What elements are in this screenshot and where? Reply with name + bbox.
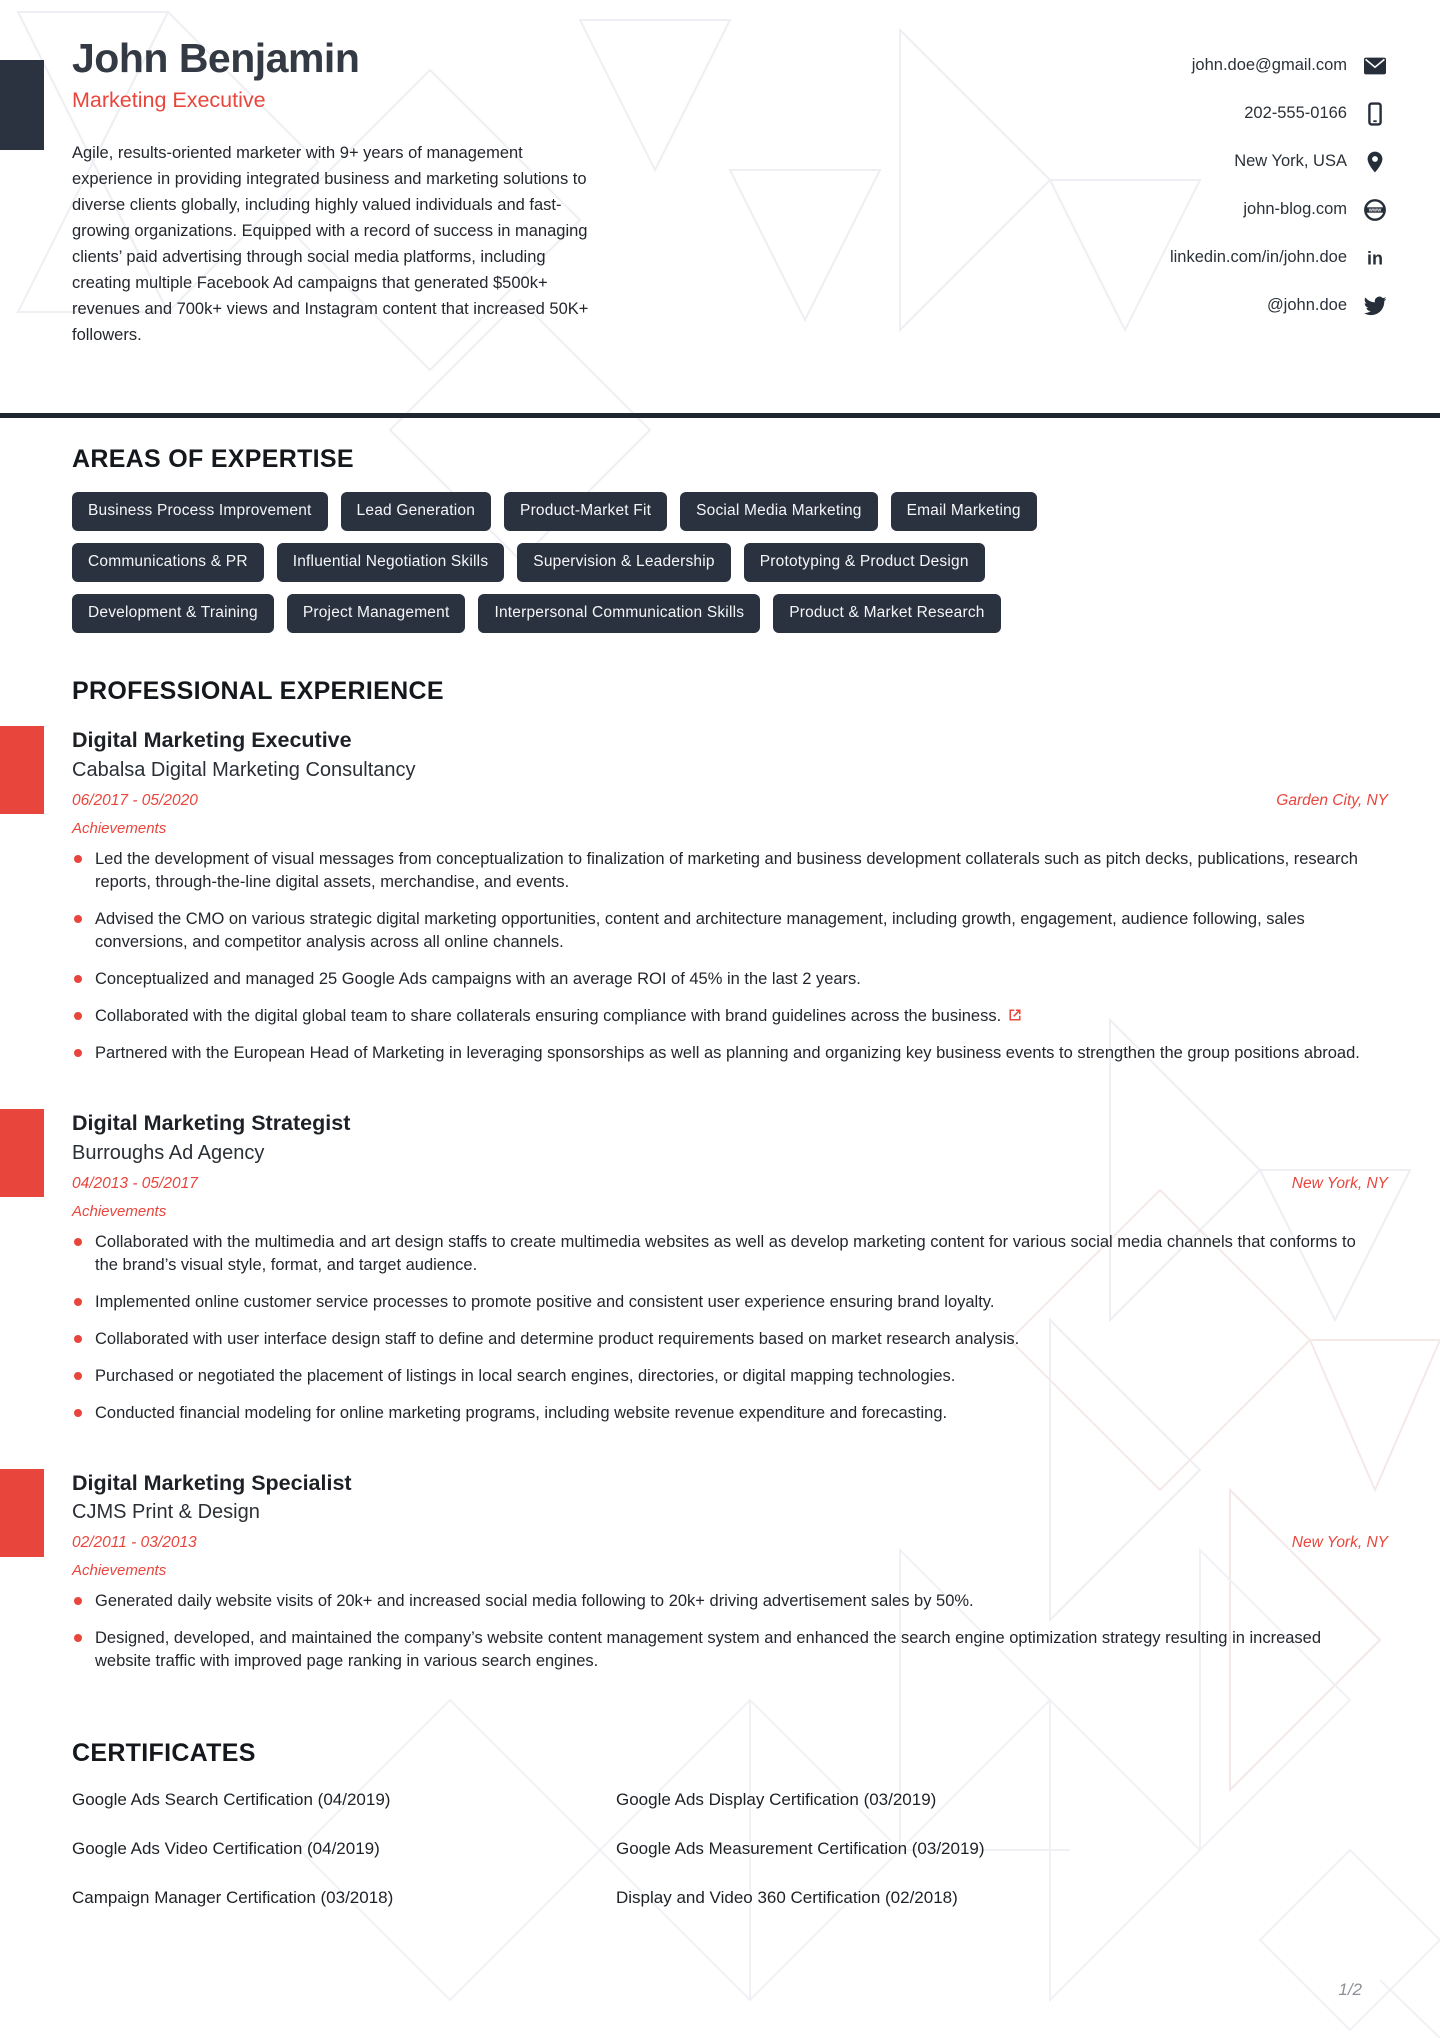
achievement-list bbox=[72, 1590, 1388, 1673]
certificate-item: Display and Video 360 Certification (02/2018) bbox=[616, 1888, 958, 1908]
corner-accent-block bbox=[0, 60, 44, 150]
achievement-item bbox=[72, 1005, 1367, 1028]
achievement-text: Purchased or negotiated the placement of listings in local search engines, directories, or digital mapping technologies. bbox=[95, 1366, 956, 1385]
achievements-label: Achievements bbox=[72, 1562, 167, 1580]
contact-label: linkedin.com/in/john.doe bbox=[1169, 248, 1347, 266]
achievement-item bbox=[72, 908, 1367, 954]
section-expertise bbox=[0, 445, 1440, 633]
header-divider bbox=[0, 413, 1440, 418]
achievement-item bbox=[72, 1328, 1367, 1351]
job-dates: 02/2011 - 03/2013 bbox=[72, 1534, 197, 1552]
phone-icon bbox=[1362, 101, 1388, 127]
skill-pill: Development & Training bbox=[72, 594, 274, 633]
job-meta bbox=[72, 1175, 1388, 1193]
bullet-marker bbox=[74, 915, 82, 923]
external-link-icon[interactable] bbox=[1008, 1005, 1022, 1028]
job-entry bbox=[72, 728, 1388, 1065]
bullet-marker bbox=[74, 1238, 82, 1246]
certificates-heading: CERTIFICATES bbox=[72, 1739, 256, 1768]
skill-pill: Product-Market Fit bbox=[504, 492, 667, 531]
bullet-marker bbox=[74, 1409, 82, 1417]
achievement-item bbox=[72, 1590, 1367, 1613]
achievement-item bbox=[72, 1365, 1367, 1388]
achievement-list bbox=[72, 1231, 1388, 1425]
job-meta bbox=[72, 1534, 1388, 1552]
achievement-text: Collaborated with the digital global team to share collaterals ensuring compliance with brand guidelines across the business. bbox=[95, 1006, 1002, 1025]
job-dates: 06/2017 - 05/2020 bbox=[72, 791, 198, 809]
skill-row bbox=[72, 543, 1388, 582]
job-location: New York, NY bbox=[1291, 1534, 1388, 1552]
svg-text:WWW: WWW bbox=[1368, 207, 1382, 213]
skill-row bbox=[72, 594, 1388, 633]
achievement-item bbox=[72, 1627, 1367, 1673]
email-icon bbox=[1362, 53, 1388, 79]
achievement-item bbox=[72, 848, 1367, 894]
achievement-text: Implemented online customer service processes to promote positive and consistent user experience ensuring brand loyalty. bbox=[95, 1292, 995, 1311]
certificate-item: Google Ads Measurement Certification (03/2019) bbox=[616, 1839, 985, 1859]
certificate-item: Google Ads Video Certification (04/2019) bbox=[72, 1839, 380, 1859]
section-certificates bbox=[0, 1739, 1440, 1937]
person-title: Marketing Executive bbox=[72, 88, 266, 113]
contact-item[interactable] bbox=[1170, 292, 1388, 319]
bullet-marker bbox=[74, 975, 82, 983]
bullet-marker bbox=[74, 1049, 82, 1057]
job-entry bbox=[72, 1471, 1388, 1674]
job-title: Digital Marketing Specialist bbox=[72, 1470, 352, 1495]
contact-item bbox=[1170, 148, 1388, 175]
header bbox=[0, 0, 1440, 413]
achievements-label: Achievements bbox=[72, 1202, 167, 1220]
certificates-column-left bbox=[72, 1790, 616, 1937]
linkedin-icon bbox=[1362, 245, 1388, 271]
certificates-column-right bbox=[616, 1790, 1388, 1937]
achievement-list bbox=[72, 848, 1388, 1065]
bullet-marker bbox=[74, 1372, 82, 1380]
certificate-item: Google Ads Display Certification (03/2019) bbox=[616, 1790, 937, 1810]
page-number: 1/2 bbox=[1338, 1980, 1362, 1999]
achievement-text: Advised the CMO on various strategic digital marketing opportunities, content and architecture management, including growth, engagement, audience following, sales conversions, and competitor analysis across all online channels. bbox=[95, 909, 1305, 951]
bullet-marker bbox=[74, 855, 82, 863]
achievement-text: Collaborated with the multimedia and art design staffs to create multimedia websites as well as develop marketing content for various social media channels that conforms to the brand’s visual style, format, and target audience. bbox=[95, 1232, 1356, 1274]
skill-pill: Prototyping & Product Design bbox=[744, 543, 985, 582]
job-company: Burroughs Ad Agency bbox=[72, 1141, 265, 1164]
bullet-marker bbox=[74, 1634, 82, 1642]
contact-label: New York, USA bbox=[1234, 152, 1347, 170]
skill-pill: Influential Negotiation Skills bbox=[277, 543, 505, 582]
experience-heading: PROFESSIONAL EXPERIENCE bbox=[72, 677, 444, 705]
job-company: Cabalsa Digital Marketing Consultancy bbox=[72, 758, 416, 781]
certificate-item: Campaign Manager Certification (03/2018) bbox=[72, 1888, 394, 1908]
contact-item[interactable] bbox=[1170, 244, 1388, 271]
job-title: Digital Marketing Strategist bbox=[72, 1110, 351, 1135]
job-location: Garden City, NY bbox=[1276, 791, 1388, 809]
job-meta bbox=[72, 792, 1388, 810]
skill-pill: Business Process Improvement bbox=[72, 492, 328, 531]
job-title: Digital Marketing Executive bbox=[72, 728, 352, 752]
bullet-marker bbox=[74, 1597, 82, 1605]
bullet-marker bbox=[74, 1298, 82, 1306]
achievement-item bbox=[72, 1042, 1367, 1065]
location-icon bbox=[1362, 149, 1388, 175]
certificate-item: Google Ads Search Certification (04/2019) bbox=[72, 1790, 391, 1810]
expertise-heading: AREAS OF EXPERTISE bbox=[72, 445, 354, 473]
contact-label: 202-555-0166 bbox=[1244, 104, 1347, 122]
job-entry bbox=[72, 1111, 1388, 1425]
job-company: CJMS Print & Design bbox=[72, 1501, 260, 1524]
twitter-icon bbox=[1362, 293, 1388, 319]
person-name: John Benjamin bbox=[72, 35, 360, 81]
skill-pill: Project Management bbox=[287, 594, 466, 633]
contact-item[interactable] bbox=[1170, 196, 1388, 223]
achievement-text: Conducted financial modeling for online marketing programs, including website revenue expenditure and forecasting. bbox=[95, 1403, 948, 1422]
achievements-label: Achievements bbox=[72, 819, 167, 837]
contact-item[interactable] bbox=[1170, 52, 1388, 79]
contact-label: @john.doe bbox=[1266, 296, 1347, 314]
achievement-text: Conceptualized and managed 25 Google Ads campaigns with an average ROI of 45% in the last 2 years. bbox=[95, 969, 861, 988]
skill-pill: Social Media Marketing bbox=[680, 492, 878, 531]
section-experience bbox=[0, 677, 1440, 1673]
achievement-text: Partnered with the European Head of Marketing in leveraging sponsorships as well as planning and organizing key business events to strengthen the group positions abroad. bbox=[95, 1043, 1360, 1062]
achievement-text: Led the development of visual messages from conceptualization to finalization of marketing and business development collaterals such as pitch decks, publications, research reports, through-the-line digital assets, merchandise, and events. bbox=[95, 849, 1358, 891]
job-dates: 04/2013 - 05/2017 bbox=[72, 1174, 198, 1192]
achievement-text: Generated daily website visits of 20k+ and increased social media following to 20k+ driving advertisement sales by 50%. bbox=[95, 1592, 974, 1611]
jobs-container bbox=[72, 728, 1388, 1673]
skills-container bbox=[72, 492, 1388, 633]
contact-label: john-blog.com bbox=[1243, 200, 1347, 218]
skill-pill: Interpersonal Communication Skills bbox=[478, 594, 760, 633]
skill-row bbox=[72, 492, 1388, 531]
contact-label: john.doe@gmail.com bbox=[1191, 56, 1347, 74]
achievement-text: Collaborated with user interface design staff to define and determine product requirements based on market research analysis. bbox=[95, 1329, 1020, 1348]
contact-list bbox=[1170, 36, 1388, 413]
achievement-text: Designed, developed, and maintained the company’s website content management system and enhanced the search engine optimization strategy resulting in increased website traffic with improved page ranking in various search engines. bbox=[95, 1629, 1322, 1671]
website-icon bbox=[1362, 197, 1388, 223]
achievement-item bbox=[72, 968, 1367, 991]
skill-pill: Supervision & Leadership bbox=[517, 543, 730, 582]
bullet-marker bbox=[74, 1335, 82, 1343]
achievement-item bbox=[72, 1231, 1367, 1277]
svg-text:in: in bbox=[1367, 248, 1383, 268]
achievement-item bbox=[72, 1291, 1367, 1314]
contact-item bbox=[1170, 100, 1388, 127]
skill-pill: Communications & PR bbox=[72, 543, 264, 582]
skill-pill: Lead Generation bbox=[341, 492, 491, 531]
job-location: New York, NY bbox=[1291, 1174, 1388, 1192]
bullet-marker bbox=[74, 1012, 82, 1020]
certificates-grid bbox=[72, 1790, 1388, 1937]
skill-pill: Product & Market Research bbox=[773, 594, 1000, 633]
achievement-item bbox=[72, 1402, 1367, 1425]
skill-pill: Email Marketing bbox=[891, 492, 1037, 531]
summary-text: Agile, results-oriented marketer with 9+ years of management experience in providing integrated business and marketing solutions to diverse clients globally, including highly valued individuals and fast-growing organizations. Equipped with a record of success in managing clients’ paid advertising through social media platforms, including creating multiple Facebook Ad campaigns that generated $500k+ revenues and 700k+ views and Instagram content that increased 50K+ followers. bbox=[72, 144, 589, 345]
